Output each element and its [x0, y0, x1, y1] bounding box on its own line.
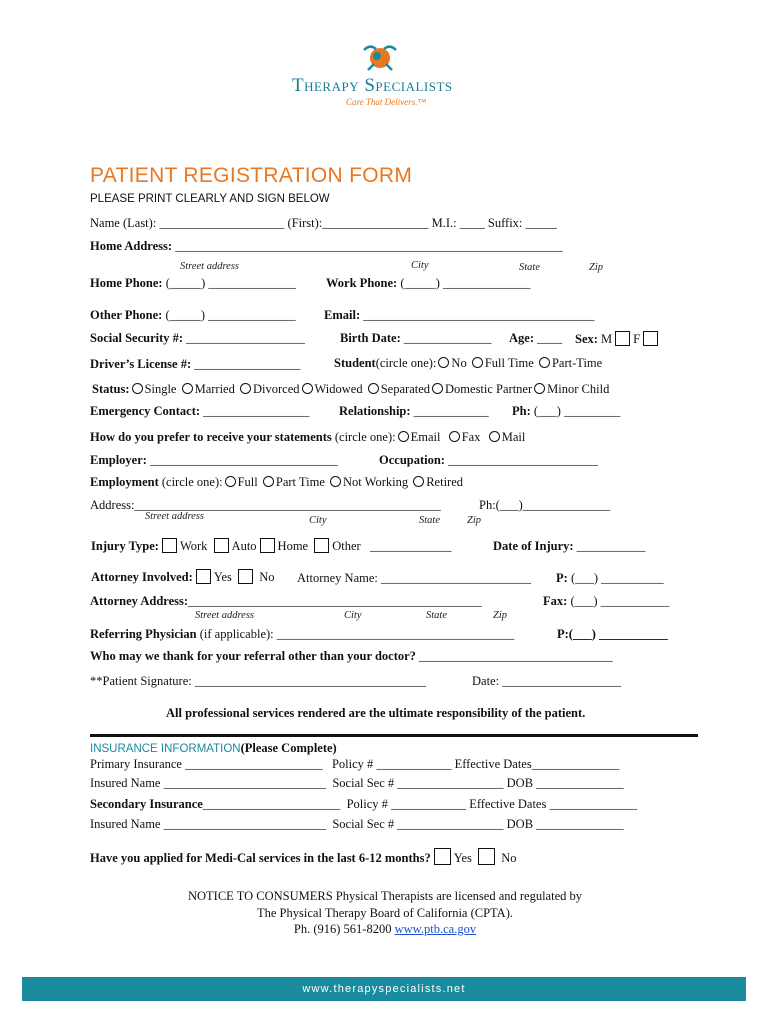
employer-blank: ______________________________: [150, 453, 338, 467]
age-blank: ____: [537, 331, 563, 345]
attorney-address-label: Attorney Address:: [90, 594, 189, 608]
relationship-label: Relationship:: [339, 404, 411, 418]
referring-phone-field[interactable]: P:(___) ___________: [557, 627, 668, 641]
attorney-name-blank: ________________________: [381, 571, 532, 585]
employer-caption-state: State: [419, 515, 440, 526]
statements-email-label: Email: [410, 430, 441, 444]
occupation-field[interactable]: [379, 453, 598, 468]
attorney-involved-label: Attorney Involved:: [91, 570, 193, 584]
footer-url[interactable]: www.therapyspecialists.net: [302, 983, 466, 995]
birth-date-blank: ______________: [403, 331, 492, 345]
employment-full-radio[interactable]: [225, 476, 236, 487]
status-domestic-label: Domestic Partner: [445, 382, 533, 396]
primary-insurance-label: Primary Insurance: [90, 757, 182, 771]
injury-type-label: Injury Type:: [91, 539, 159, 553]
injury-type-field: [91, 538, 451, 554]
home-phone-label: Home Phone:: [90, 276, 163, 290]
signature-date-label: Date:: [472, 674, 500, 688]
attorney-yes-label: Yes: [213, 570, 232, 584]
signature-date-blank: ___________________: [502, 674, 621, 688]
statements-field: [90, 430, 525, 445]
insurance-heading: [90, 741, 337, 756]
secondary-insured-blank[interactable]: __________________________: [163, 817, 327, 831]
injury-home-checkbox[interactable]: [260, 538, 275, 553]
secondary-insurance-blank[interactable]: ______________________: [202, 797, 341, 811]
employment-notworking-radio[interactable]: [330, 476, 341, 487]
instruction: PLEASE PRINT CLEARLY AND SIGN BELOW: [90, 193, 330, 205]
employment-full-label: Full: [237, 475, 258, 489]
status-field: [92, 382, 609, 397]
attorney-phone-blank: (___) __________: [570, 571, 664, 585]
status-single-radio[interactable]: [132, 383, 143, 394]
birth-date-label: Birth Date:: [340, 331, 401, 345]
work-phone-blank: (_____) ______________: [400, 276, 531, 290]
home-address-field[interactable]: [90, 239, 563, 254]
referring-physician-hint: (if applicable):: [199, 627, 274, 641]
ptb-link[interactable]: www.ptb.ca.gov: [394, 922, 477, 936]
injury-other-label: Other: [332, 539, 361, 553]
primary-ssec-blank[interactable]: _________________: [397, 776, 504, 790]
insurance-heading-note: (Please Complete): [240, 741, 337, 755]
notice-line-3: [0, 922, 770, 937]
status-widowed-label: Widowed: [314, 382, 363, 396]
age-label: Age:: [509, 331, 534, 345]
attorney-name-field[interactable]: [297, 571, 531, 586]
referral-thanks-label: Who may we thank for your referral other than your doctor?: [90, 649, 416, 663]
injury-date-blank: ___________: [576, 539, 646, 553]
relationship-field[interactable]: [339, 404, 489, 419]
primary-ssec-label: Social Sec #: [332, 776, 395, 790]
employer-address-label: Address:: [90, 498, 135, 512]
statements-mail-radio[interactable]: [489, 431, 500, 442]
notice-line-2: The Physical Therapy Board of California (CPTA).: [257, 906, 513, 920]
secondary-insurance-row: [90, 797, 637, 812]
emergency-phone-blank: (___) _________: [533, 404, 621, 418]
statements-email-radio[interactable]: [398, 431, 409, 442]
student-label: Student: [334, 356, 376, 370]
ssn-label: Social Security #:: [90, 331, 184, 345]
injury-home-label: Home: [277, 539, 309, 553]
referring-physician-label: Referring Physician: [90, 627, 197, 641]
signature-date-field[interactable]: [472, 674, 621, 689]
medical-question-label: Have you applied for Medi-Cal services in the last 6-12 months?: [90, 851, 431, 865]
statements-label: How do you prefer to receive your statements: [90, 430, 332, 444]
status-widowed-radio[interactable]: [302, 383, 313, 394]
primary-dob-blank[interactable]: ______________: [536, 776, 624, 790]
attorney-no-checkbox[interactable]: [238, 569, 253, 584]
logo-tagline: Care That Delivers.™: [346, 97, 427, 107]
home-address-label: Home Address:: [90, 239, 173, 253]
ssn-field[interactable]: [90, 331, 305, 346]
secondary-dob-label: DOB: [506, 817, 534, 831]
sex-m-checkbox[interactable]: [615, 331, 630, 346]
employment-parttime-radio[interactable]: [263, 476, 274, 487]
medical-question-row: [90, 848, 516, 866]
medical-yes-checkbox[interactable]: [434, 848, 451, 865]
medical-no-checkbox[interactable]: [478, 848, 495, 865]
employment-hint: (circle one):: [161, 475, 223, 489]
primary-policy-label: Policy #: [331, 757, 374, 771]
secondary-effective-label: Effective Dates: [469, 797, 547, 811]
employer-address-blank: _________________________________________________: [134, 498, 441, 512]
page-title: PATIENT REGISTRATION FORM: [90, 164, 413, 187]
attorney-address-blank: _______________________________________________: [188, 594, 482, 608]
employer-caption-street: Street address: [145, 511, 205, 522]
other-phone-field[interactable]: [90, 308, 296, 323]
student-parttime-label: Part-Time: [551, 356, 603, 370]
home-address-blank: ______________________________________________________________: [175, 239, 563, 253]
statements-mail-label: Mail: [501, 430, 526, 444]
medical-no-label: No: [501, 851, 517, 865]
secondary-insurance-label: Secondary Insurance: [90, 797, 203, 811]
injury-date-field[interactable]: [493, 539, 645, 554]
caption-state: State: [519, 262, 540, 273]
student-no-label: No: [451, 356, 467, 370]
primary-dob-label: DOB: [506, 776, 534, 790]
status-separated-radio[interactable]: [368, 383, 379, 394]
primary-insurance-row: [90, 757, 619, 772]
employer-field[interactable]: [90, 453, 338, 468]
employer-address-field[interactable]: [90, 498, 441, 513]
secondary-policy-label: Policy #: [346, 797, 388, 811]
signature-blank: _____________________________________: [194, 674, 427, 688]
other-phone-label: Other Phone:: [90, 308, 163, 322]
status-label: Status:: [92, 382, 130, 396]
student-no-radio[interactable]: [438, 357, 449, 368]
injury-date-label: Date of Injury:: [493, 539, 574, 553]
employment-field: [90, 475, 463, 490]
employer-label: Employer:: [90, 453, 147, 467]
employer-phone-field[interactable]: Ph:(___)______________: [479, 498, 611, 512]
emergency-contact-blank: _________________: [203, 404, 310, 418]
caption-street: Street address: [180, 261, 240, 272]
injury-auto-checkbox[interactable]: [214, 538, 229, 553]
attorney-address-field[interactable]: [90, 594, 482, 609]
sex-label: Sex:: [575, 332, 598, 346]
primary-effective-blank[interactable]: ______________: [531, 757, 620, 771]
primary-effective-label: Effective Dates: [454, 757, 532, 771]
work-phone-label: Work Phone:: [326, 276, 398, 290]
home-phone-blank: (_____) ______________: [165, 276, 296, 290]
attorney-caption-street: Street address: [195, 610, 255, 621]
attorney-yes-checkbox[interactable]: [196, 569, 211, 584]
logo-title: Therapy Specialists: [292, 75, 453, 96]
emergency-phone-label: Ph:: [512, 404, 531, 418]
section-divider: [90, 734, 698, 737]
statements-hint: (circle one):: [334, 430, 396, 444]
notice-phone: Ph. (916) 561-8200: [293, 922, 395, 936]
attorney-fax-field[interactable]: [543, 594, 669, 609]
student-fulltime-label: Full Time: [484, 356, 534, 370]
primary-insured-label: Insured Name: [90, 776, 161, 790]
responsibility-notice: All professional services rendered are the ultimate responsibility of the patient.: [166, 706, 586, 720]
statements-fax-radio[interactable]: [449, 431, 460, 442]
drivers-license-field[interactable]: [90, 357, 301, 372]
sex-f-label: F: [633, 332, 641, 346]
injury-auto-label: Auto: [231, 539, 257, 553]
status-domestic-radio[interactable]: [432, 383, 443, 394]
primary-insured-row: [90, 776, 624, 791]
employment-notworking-label: Not Working: [343, 475, 409, 489]
injury-other-checkbox[interactable]: [314, 538, 329, 553]
secondary-insured-label: Insured Name: [90, 817, 161, 831]
secondary-ssec-label: Social Sec #: [332, 817, 395, 831]
drivers-license-label: Driver’s License #:: [90, 357, 192, 371]
primary-insured-blank[interactable]: __________________________: [163, 776, 327, 790]
injury-work-label: Work: [179, 539, 208, 553]
attorney-phone-label: P:: [556, 571, 568, 585]
attorney-name-label: Attorney Name:: [297, 571, 378, 585]
student-fulltime-radio[interactable]: [472, 357, 483, 368]
name-field[interactable]: Name (Last): ____________________ (First):_________________ M.I.: ____ Suffix: _____: [90, 216, 557, 230]
referral-thanks-blank: _______________________________: [419, 649, 613, 663]
referring-physician-blank: ______________________________________: [276, 627, 515, 641]
injury-other-blank[interactable]: _____________: [370, 539, 452, 553]
referral-thanks-field[interactable]: [90, 649, 613, 664]
birth-date-field[interactable]: [340, 331, 491, 346]
primary-policy-blank[interactable]: ____________: [376, 757, 452, 771]
student-parttime-radio[interactable]: [539, 357, 550, 368]
email-blank: _____________________________________: [363, 308, 595, 322]
attorney-caption-state: State: [426, 610, 447, 621]
sex-f-checkbox[interactable]: [643, 331, 658, 346]
employer-caption-city: City: [309, 515, 327, 526]
therapy-specialists-logo-icon: [360, 40, 400, 76]
employer-caption-zip: Zip: [467, 515, 482, 526]
ssn-blank: ___________________: [186, 331, 305, 345]
injury-work-checkbox[interactable]: [162, 538, 177, 553]
referring-physician-field[interactable]: [90, 627, 514, 642]
email-field[interactable]: [324, 308, 594, 323]
home-phone-field[interactable]: [90, 276, 296, 291]
status-minor-radio[interactable]: [534, 383, 545, 394]
sex-m-label: M: [601, 332, 613, 346]
status-single-label: Single: [144, 382, 177, 396]
status-married-radio[interactable]: [182, 383, 193, 394]
employment-retired-label: Retired: [426, 475, 464, 489]
attorney-fax-blank: (___) ___________: [570, 594, 670, 608]
age-field[interactable]: [509, 331, 562, 346]
insurance-heading-title: INSURANCE INFORMATION: [90, 743, 241, 755]
emergency-contact-label: Emergency Contact:: [90, 404, 201, 418]
medical-yes-label: Yes: [453, 851, 472, 865]
primary-insurance-blank[interactable]: ______________________: [185, 757, 323, 771]
email-label: Email:: [324, 308, 361, 322]
employment-retired-radio[interactable]: [413, 476, 424, 487]
sex-field: [575, 331, 661, 347]
student-hint: (circle one):: [375, 356, 437, 370]
work-phone-field[interactable]: [326, 276, 531, 291]
drivers-license-blank: _________________: [194, 357, 301, 371]
caption-city: City: [411, 260, 429, 271]
attorney-no-label: No: [259, 570, 275, 584]
notice-line-1: NOTICE TO CONSUMERS Physical Therapists are licensed and regulated by: [187, 889, 583, 903]
other-phone-blank: (_____) ______________: [165, 308, 296, 322]
status-divorced-label: Divorced: [252, 382, 300, 396]
secondary-insured-row: [90, 817, 624, 832]
attorney-phone-field[interactable]: [556, 571, 664, 586]
occupation-blank: ________________________: [448, 453, 599, 467]
attorney-involved-field: [91, 569, 274, 585]
status-married-label: Married: [194, 382, 235, 396]
attorney-fax-label: Fax:: [543, 594, 568, 608]
attorney-caption-city: City: [344, 610, 362, 621]
occupation-label: Occupation:: [379, 453, 445, 467]
student-field: [334, 356, 602, 371]
employment-parttime-label: Part Time: [275, 475, 325, 489]
employment-label: Employment: [90, 475, 159, 489]
status-minor-label: Minor Child: [547, 382, 610, 396]
emergency-contact-field[interactable]: [90, 404, 309, 419]
statements-fax-label: Fax: [461, 430, 481, 444]
signature-field[interactable]: [90, 674, 426, 689]
secondary-dob-blank[interactable]: ______________: [536, 817, 624, 831]
relationship-blank: ____________: [413, 404, 489, 418]
emergency-phone-field[interactable]: [512, 404, 620, 419]
caption-zip: Zip: [589, 262, 604, 273]
attorney-caption-zip: Zip: [493, 610, 508, 621]
secondary-policy-blank[interactable]: ____________: [391, 797, 467, 811]
status-divorced-radio[interactable]: [240, 383, 251, 394]
secondary-ssec-blank[interactable]: _________________: [397, 817, 504, 831]
status-separated-label: Separated: [380, 382, 431, 396]
secondary-effective-blank[interactable]: ______________: [549, 797, 637, 811]
footer-bar: [22, 977, 746, 1001]
signature-label: **Patient Signature:: [90, 674, 192, 688]
